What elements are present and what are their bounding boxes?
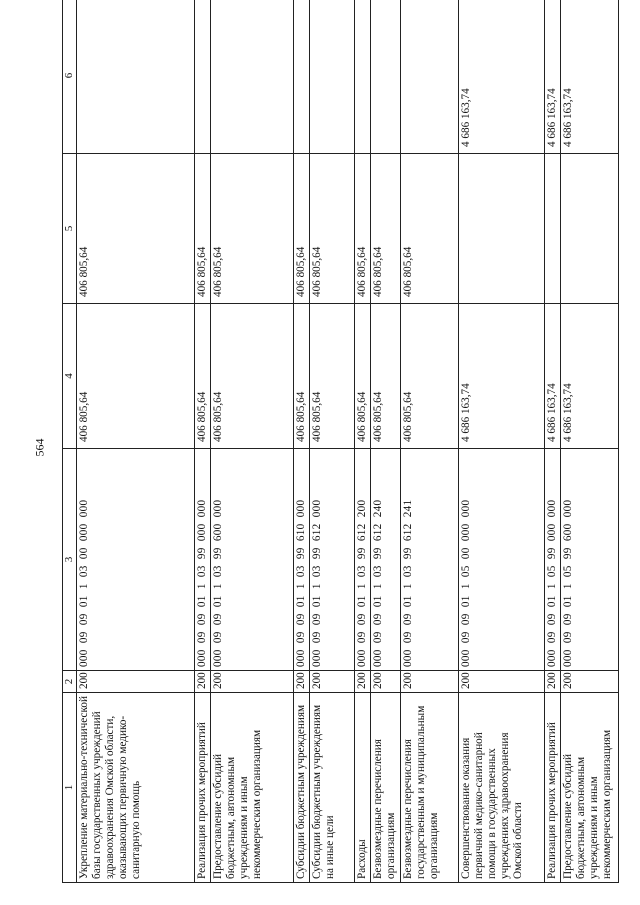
row-value-5: 406 805,64 <box>401 154 459 304</box>
row-name: Укрепление материально-технической базы государственных учреждений здравоохранения Омской области, оказывающих первичную медико-санитарную помощь <box>77 693 195 883</box>
row-value-4: 406 805,64 <box>310 304 355 449</box>
row-csr: 000 09 09 01 1 03 00 000 000 <box>77 449 195 671</box>
header-row <box>63 0 77 883</box>
table-row <box>77 0 195 883</box>
row-csr: 000 09 09 01 1 03 99 612 240 <box>371 449 401 671</box>
table-row <box>355 0 371 883</box>
row-value-5: 406 805,64 <box>371 154 401 304</box>
row-name: Предоставление субсидий бюджетным, автономным учреждениям и иным некоммерческим организациям <box>561 693 619 883</box>
row-csr: 000 09 09 01 1 03 99 612 200 <box>355 449 371 671</box>
row-name: Совершенствование оказания первичной медико-санитарной помощи в государственных учреждениях здравоохранения Омской области <box>459 693 545 883</box>
row-code: 200 <box>195 671 211 693</box>
row-value-4: 406 805,64 <box>401 304 459 449</box>
row-value-5 <box>545 154 561 304</box>
table-row <box>459 0 545 883</box>
row-value-4: 406 805,64 <box>195 304 211 449</box>
row-name: Субсидии бюджетным учреждениям на иные цели <box>310 693 355 883</box>
budget-table-rotated <box>62 0 622 883</box>
header-col-4: 4 <box>63 304 77 449</box>
row-value-5: 406 805,64 <box>310 154 355 304</box>
row-value-6 <box>77 0 195 154</box>
row-value-6 <box>371 0 401 154</box>
row-value-4: 406 805,64 <box>355 304 371 449</box>
row-name: Безвозмездные перечисления организациям <box>371 693 401 883</box>
table-row <box>310 0 355 883</box>
row-value-5: 406 805,64 <box>294 154 310 304</box>
row-value-5 <box>459 154 545 304</box>
row-value-4: 4 686 163,74 <box>459 304 545 449</box>
row-code: 200 <box>561 671 619 693</box>
row-csr: 000 09 09 01 1 05 99 000 000 <box>545 449 561 671</box>
row-value-5: 406 805,64 <box>195 154 211 304</box>
row-value-6 <box>310 0 355 154</box>
row-value-6: 4 686 163,74 <box>545 0 561 154</box>
table-row <box>371 0 401 883</box>
row-code: 200 <box>77 671 195 693</box>
table-row <box>561 0 619 883</box>
row-code: 200 <box>545 671 561 693</box>
row-value-5: 406 805,64 <box>355 154 371 304</box>
row-value-6: 4 686 163,74 <box>561 0 619 154</box>
table-row <box>195 0 211 883</box>
row-value-6 <box>195 0 211 154</box>
row-value-6 <box>401 0 459 154</box>
row-code: 200 <box>371 671 401 693</box>
row-name: Безвозмездные перечисления государственным и муниципальным организациям <box>401 693 459 883</box>
row-value-6 <box>355 0 371 154</box>
budget-table <box>62 0 619 883</box>
row-code: 200 <box>401 671 459 693</box>
row-csr: 000 09 09 01 1 05 00 000 000 <box>459 449 545 671</box>
header-col-1: 1 <box>63 693 77 883</box>
row-name: Предоставление субсидий бюджетным, автономным учреждениям и иным некоммерческим организациям <box>211 693 294 883</box>
row-code: 200 <box>310 671 355 693</box>
row-value-6 <box>294 0 310 154</box>
header-col-5: 5 <box>63 154 77 304</box>
row-value-6 <box>211 0 294 154</box>
row-csr: 000 09 09 01 1 03 99 612 000 <box>310 449 355 671</box>
row-code: 200 <box>211 671 294 693</box>
table-row <box>401 0 459 883</box>
row-value-5: 406 805,64 <box>211 154 294 304</box>
row-name: Субсидии бюджетным учреждениям <box>294 693 310 883</box>
row-value-4: 4 686 163,74 <box>561 304 619 449</box>
page-number: 564 <box>32 438 47 457</box>
row-value-4: 406 805,64 <box>294 304 310 449</box>
table-row <box>211 0 294 883</box>
row-value-4: 406 805,64 <box>77 304 195 449</box>
table-row <box>545 0 561 883</box>
header-col-6: 6 <box>63 0 77 154</box>
row-code: 200 <box>294 671 310 693</box>
row-csr: 000 09 09 01 1 03 99 000 000 <box>195 449 211 671</box>
row-csr: 000 09 09 01 1 03 99 610 000 <box>294 449 310 671</box>
row-code: 200 <box>459 671 545 693</box>
row-value-4: 4 686 163,74 <box>545 304 561 449</box>
header-col-3: 3 <box>63 449 77 671</box>
table-row <box>294 0 310 883</box>
row-csr: 000 09 09 01 1 05 99 600 000 <box>561 449 619 671</box>
row-csr: 000 09 09 01 1 03 99 612 241 <box>401 449 459 671</box>
row-value-5: 406 805,64 <box>77 154 195 304</box>
row-value-4: 406 805,64 <box>211 304 294 449</box>
header-col-2: 2 <box>63 671 77 693</box>
row-value-5 <box>561 154 619 304</box>
row-name: Реализация прочих мероприятий <box>195 693 211 883</box>
row-name: Реализация прочих мероприятий <box>545 693 561 883</box>
row-value-6: 4 686 163,74 <box>459 0 545 154</box>
row-csr: 000 09 09 01 1 03 99 600 000 <box>211 449 294 671</box>
row-name: Расходы <box>355 693 371 883</box>
row-value-4: 406 805,64 <box>371 304 401 449</box>
row-code: 200 <box>355 671 371 693</box>
